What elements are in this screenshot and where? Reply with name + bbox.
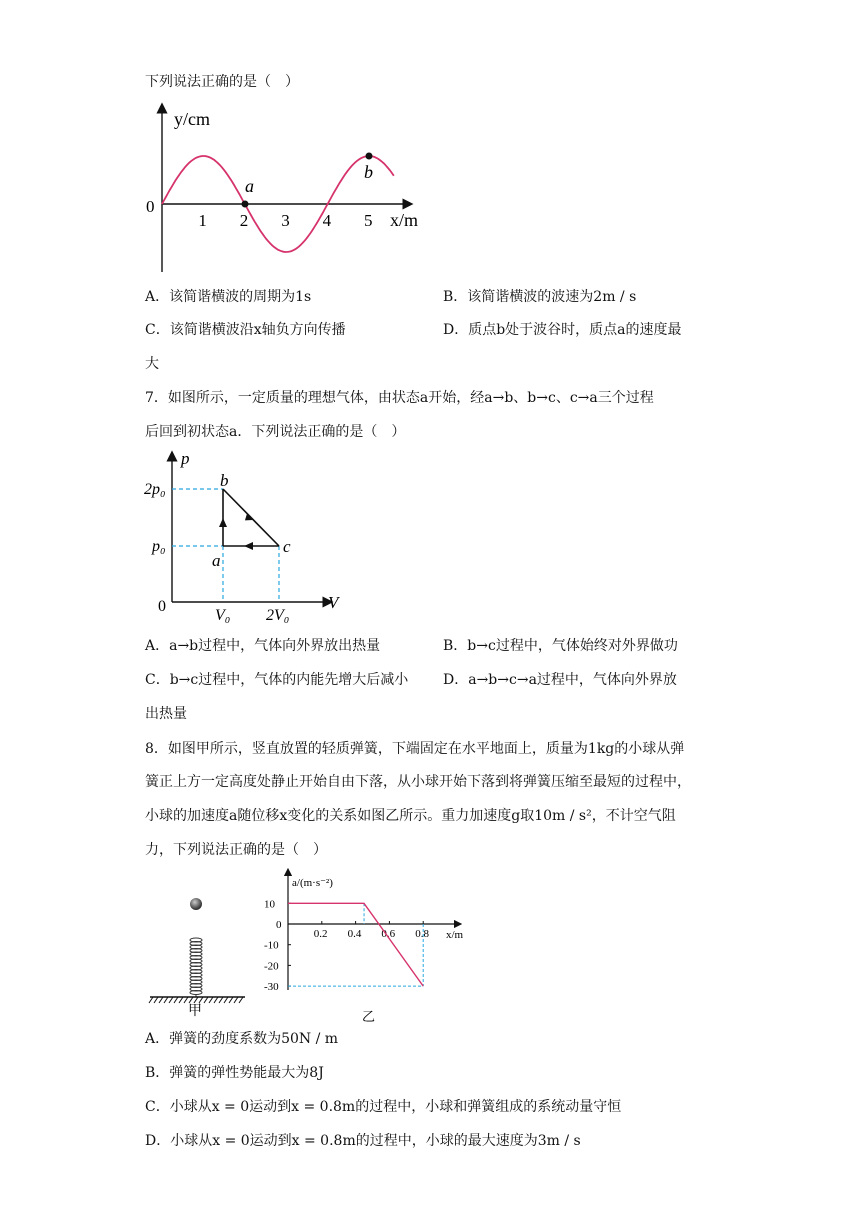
- origin-label-ax: 0: [276, 919, 282, 931]
- origin-label-pv: 0: [158, 598, 166, 615]
- hatch-line: [184, 997, 188, 1003]
- point-b-label: b: [364, 162, 373, 182]
- ground-hatch: [149, 997, 243, 1003]
- x-tick-2: 2: [239, 211, 249, 230]
- ax-xtick-0.6: 0.6: [381, 928, 396, 940]
- q8-option-c: C．小球从x = 0运动到x = 0.8m的过程中，小球和弹簧组成的系统动量守恒: [145, 1099, 622, 1115]
- hatch-line: [199, 997, 203, 1003]
- ax-ytick--20: -20: [264, 960, 279, 973]
- q8-option-d: D．小球从x = 0运动到x = 0.8m的过程中，小球的最大速度为3m / s: [145, 1133, 581, 1149]
- label-b: b: [220, 471, 229, 490]
- q7-line2: 后回到初状态a．下列说法正确的是（ ）: [145, 424, 406, 440]
- ax-ytick--10: -10: [264, 939, 279, 952]
- hatch-line: [154, 997, 158, 1003]
- ax-xtick-0.4: 0.4: [347, 928, 362, 940]
- q6-intro: 下列说法正确的是（ ）: [145, 74, 299, 90]
- tick-p0: p₀: [152, 538, 166, 555]
- q8-line4: 力，下列说法正确的是（ ）: [145, 842, 327, 858]
- point-a: [242, 201, 249, 208]
- x-axis-label: x/m: [390, 210, 419, 230]
- tick-v0: V₀: [215, 607, 231, 624]
- q6-option-a: A．该简谐横波的周期为1s: [145, 289, 312, 305]
- q8-line1: 8．如图甲所示，竖直放置的轻质弹簧，下端固定在水平地面上，质量为1kg的小球从弹: [145, 741, 685, 757]
- q6-option-d: D．质点b处于波谷时，质点a的速度最: [443, 322, 682, 338]
- x-tick-5: 5: [364, 211, 373, 230]
- q8-spring-figure: [145, 890, 255, 1020]
- x-axis-label-ax: x/m: [446, 929, 464, 941]
- hatch-line: [164, 997, 168, 1003]
- q8-ax-chart: [262, 866, 482, 1026]
- q7-option-c: C．b→c过程中，气体的内能先增大后减小: [145, 672, 409, 688]
- hatch-line: [219, 997, 223, 1003]
- q7-pv-graph: [140, 448, 350, 628]
- hatch-line: [224, 997, 228, 1003]
- ax-ytick-10: 10: [264, 898, 275, 911]
- tick-2v0: 2V₀: [266, 607, 290, 624]
- tick-2p0: 2p₀: [144, 481, 166, 498]
- q7-option-a: A．a→b过程中，气体向外界放出热量: [145, 638, 381, 654]
- q6-wave-graph: [140, 100, 440, 280]
- arrow-a-b: [219, 518, 227, 527]
- ax-xtick-0.2: 0.2: [313, 928, 328, 940]
- q6-option-d-cont: 大: [145, 356, 159, 372]
- label-a: a: [212, 551, 221, 570]
- hatch-line: [149, 997, 153, 1003]
- x-tick-1: 1: [198, 211, 207, 230]
- q6-option-c: C．该简谐横波沿x轴负方向传播: [145, 322, 346, 338]
- hatch-line: [159, 997, 163, 1003]
- process-b-c: [223, 489, 279, 546]
- q8-option-a: A．弹簧的劲度系数为50N / m: [145, 1031, 339, 1047]
- p-axis-label: p: [181, 449, 190, 468]
- hatch-line: [189, 997, 193, 1003]
- q8-line3: 小球的加速度a随位移x变化的关系如图乙所示。重力加速度g取10m / s²，不计空气阻: [145, 808, 676, 824]
- q7-option-b: B．b→c过程中，气体始终对外界做功: [443, 638, 678, 654]
- hatch-line: [234, 997, 238, 1003]
- q6-option-b: B．该简谐横波的波速为2m / s: [443, 289, 637, 305]
- hatch-line: [239, 997, 243, 1003]
- v-axis-label: V: [328, 593, 339, 612]
- q7-option-d-cont: 出热量: [145, 706, 187, 722]
- hatch-line: [204, 997, 208, 1003]
- ax-xtick-0.8: 0.8: [415, 928, 429, 940]
- hatch-line: [229, 997, 233, 1003]
- q8-line2: 簧正上方一定高度处静止开始自由下落，从小球开始下落到将弹簧压缩至最短的过程中，: [145, 774, 691, 790]
- hatch-line: [169, 997, 173, 1003]
- a-axis-label: a/(m·s⁻²): [292, 877, 333, 889]
- x-tick-3: 3: [281, 211, 290, 230]
- hatch-line: [209, 997, 213, 1003]
- x-tick-4: 4: [322, 211, 332, 230]
- q8-option-b: B．弹簧的弹性势能最大为8J: [145, 1065, 324, 1081]
- fig-yi-label: 乙: [362, 1009, 376, 1024]
- hatch-line: [214, 997, 218, 1003]
- ax-ytick--30: -30: [264, 981, 279, 994]
- point-a-label: a: [245, 176, 254, 196]
- hatch-line: [194, 997, 198, 1003]
- origin-label: 0: [146, 197, 155, 216]
- accel-curve: [288, 903, 423, 986]
- arrow-c-a: [244, 542, 253, 550]
- q7-option-d: D．a→b→c→a过程中，气体向外界放: [443, 672, 677, 688]
- spring-icon: [190, 938, 202, 997]
- label-c: c: [283, 537, 291, 556]
- hatch-line: [179, 997, 183, 1003]
- q7-line1: 7．如图所示，一定质量的理想气体，由状态a开始，经a→b、b→c、c→a三个过程: [145, 390, 654, 406]
- y-axis-label: y/cm: [174, 109, 210, 129]
- point-b: [366, 153, 373, 160]
- hatch-line: [174, 997, 178, 1003]
- fig-jia-label: 甲: [188, 1004, 202, 1019]
- ball-icon: [190, 898, 202, 910]
